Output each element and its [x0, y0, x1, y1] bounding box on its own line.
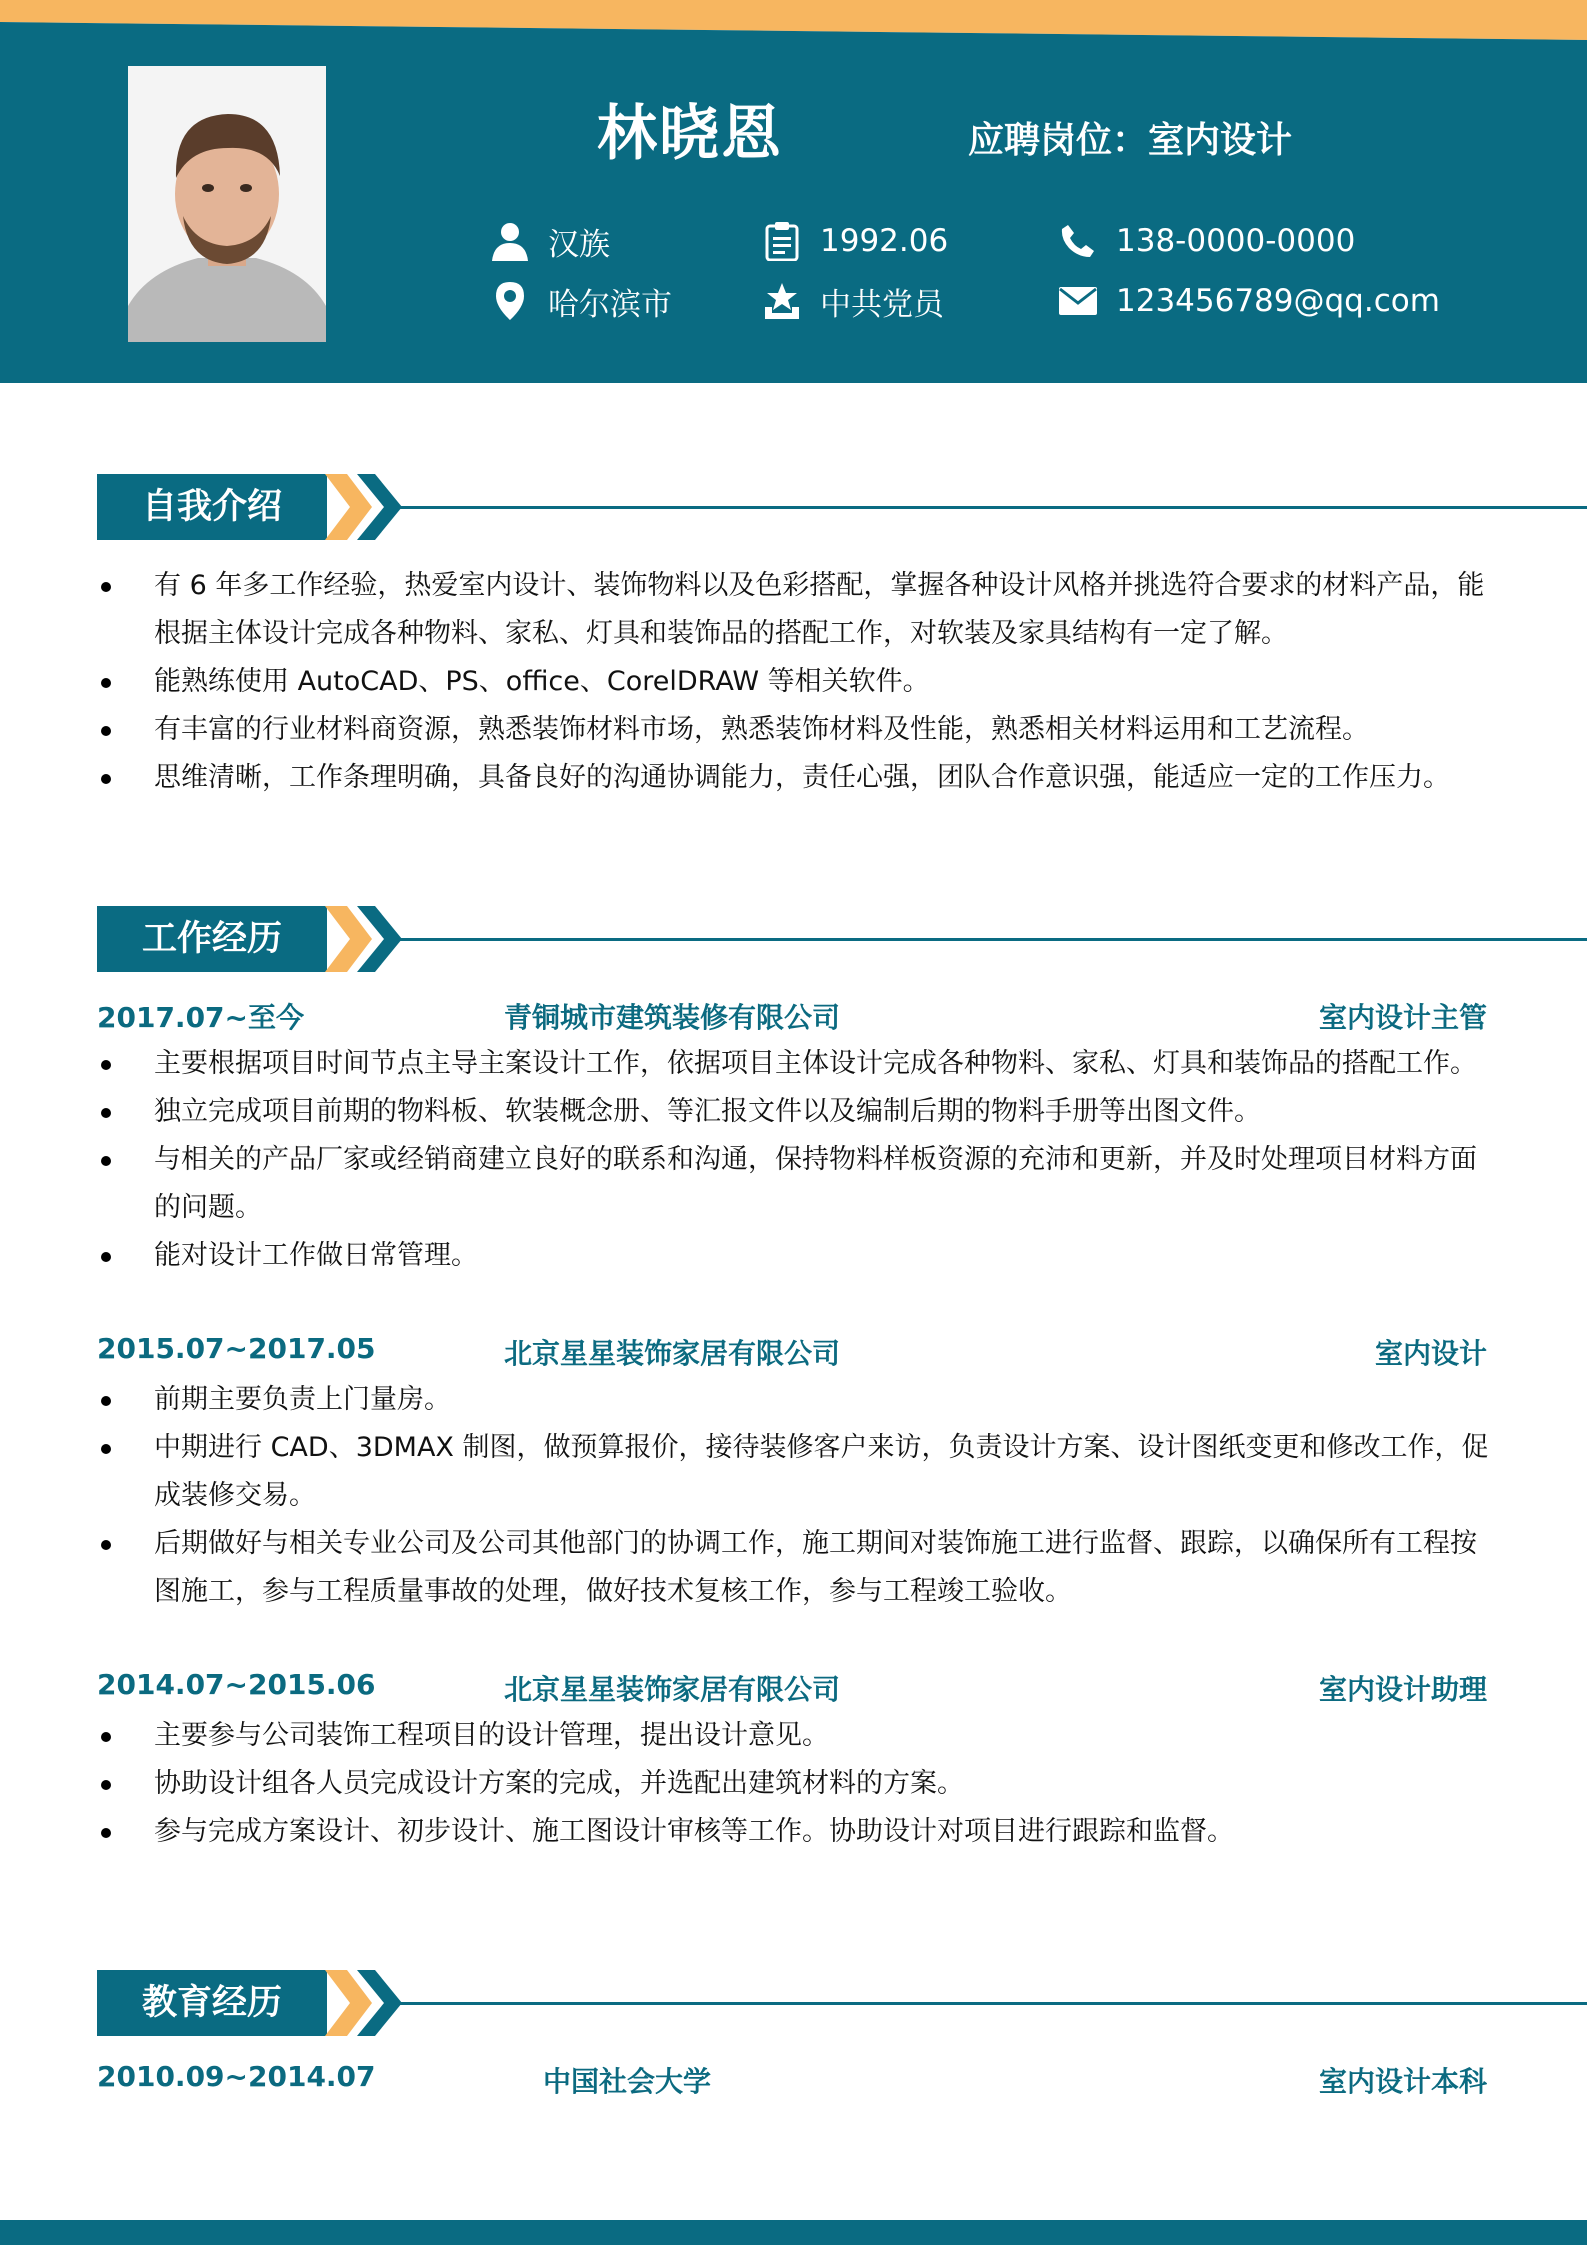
- job-role: 室内设计主管: [1318, 1001, 1487, 1034]
- list-item: 能熟练使用 AutoCAD、PS、office、CorelDRAW 等相关软件。: [97, 658, 1497, 706]
- job-row: [97, 1332, 1487, 1376]
- info-birthdate: [760, 218, 948, 264]
- section-divider: [397, 506, 1587, 509]
- job-company: 北京星星装饰家居有限公司: [503, 1673, 840, 1706]
- clipboard-icon: [760, 219, 804, 263]
- education-major: 室内设计本科: [1318, 2065, 1487, 2098]
- job-date: 2014.07~2015.06: [97, 1668, 376, 1701]
- section-title: 自我介绍: [141, 487, 282, 527]
- footer-bar: [0, 2220, 1587, 2245]
- birthdate-text: 1992.06: [820, 223, 949, 259]
- candidate-name: 林晓恩: [597, 99, 783, 169]
- location-pin-icon: [488, 279, 532, 323]
- section-title: 工作经历: [141, 919, 282, 959]
- info-ethnicity: [488, 218, 610, 264]
- education-row: [97, 2060, 1487, 2104]
- section-divider: [397, 938, 1587, 941]
- list-item: 与相关的产品厂家或经销商建立良好的联系和沟通，保持物料样板资源的充沛和更新，并及时处理项目材料方面的问题。: [97, 1136, 1497, 1232]
- list-item: 参与完成方案设计、初步设计、施工图设计审核等工作。协助设计对项目进行跟踪和监督。: [97, 1808, 1497, 1856]
- job-role: 室内设计助理: [1318, 1673, 1487, 1706]
- intro-list: [97, 562, 1497, 802]
- education-date: 2010.09~2014.07: [97, 2060, 376, 2093]
- job-row: [97, 996, 1487, 1040]
- list-item: 协助设计组各人员完成设计方案的完成，并选配出建筑材料的方案。: [97, 1760, 1497, 1808]
- section-heading-education: [97, 1970, 1497, 2036]
- job-duties-list: [97, 1712, 1497, 1856]
- job-duties-list: [97, 1040, 1497, 1280]
- envelope-icon: [1056, 279, 1100, 323]
- job-company: 北京星星装饰家居有限公司: [503, 1337, 840, 1370]
- job-duties-list: [97, 1376, 1497, 1616]
- list-item: 能对设计工作做日常管理。: [97, 1232, 1497, 1280]
- info-city: [488, 278, 672, 324]
- job-row: [97, 1668, 1487, 1712]
- section-title: 教育经历: [141, 1983, 282, 2023]
- profile-photo: [128, 66, 326, 342]
- list-item: 有丰富的行业材料商资源，熟悉装饰材料市场，熟悉装饰材料及性能，熟悉相关材料运用和工艺流程。: [97, 706, 1497, 754]
- list-item: 思维清晰，工作条理明确，具备良好的沟通协调能力，责任心强，团队合作意识强，能适应一定的工作压力。: [97, 754, 1497, 802]
- list-item: 主要根据项目时间节点主导主案设计工作，依据项目主体设计完成各种物料、家私、灯具和装饰品的搭配工作。: [97, 1040, 1497, 1088]
- info-email: [1056, 278, 1440, 324]
- section-divider: [397, 2002, 1587, 2005]
- phone-icon: [1056, 219, 1100, 263]
- education-school: 中国社会大学: [542, 2065, 711, 2098]
- list-item: 有 6 年多工作经验，热爱室内设计、装饰物料以及色彩搭配，掌握各种设计风格并挑选符合要求的材料产品，能根据主体设计完成各种物料、家私、灯具和装饰品的搭配工作，对软装及家具结构有一定了解。: [97, 562, 1497, 658]
- party-member-icon: [760, 279, 804, 323]
- job-company: 青铜城市建筑装修有限公司: [503, 1001, 840, 1034]
- phone-text: 138-0000-0000: [1116, 223, 1356, 259]
- list-item: 主要参与公司装饰工程项目的设计管理，提出设计意见。: [97, 1712, 1497, 1760]
- political-status-text: 中共党员: [820, 286, 944, 323]
- ethnicity-text: 汉族: [548, 226, 610, 263]
- job-date: 2015.07~2017.05: [97, 1332, 376, 1365]
- job-role: 室内设计: [1374, 1337, 1487, 1370]
- city-text: 哈尔滨市: [548, 286, 672, 323]
- person-icon: [488, 219, 532, 263]
- info-political-status: [760, 278, 944, 324]
- info-phone: [1056, 218, 1355, 264]
- list-item: 后期做好与相关专业公司及公司其他部门的协调工作，施工期间对装饰施工进行监督、跟踪，以确保所有工程按图施工，参与工程质量事故的处理，做好技术复核工作，参与工程竣工验收。: [97, 1520, 1497, 1616]
- section-heading-intro: [97, 474, 1497, 540]
- list-item: 独立完成项目前期的物料板、软装概念册、等汇报文件以及编制后期的物料手册等出图文件。: [97, 1088, 1497, 1136]
- email-text: 123456789@qq.com: [1116, 283, 1440, 319]
- job-target: 应聘岗位：室内设计: [968, 120, 1293, 161]
- list-item: 中期进行 CAD、3DMAX 制图，做预算报价，接待装修客户来访，负责设计方案、设计图纸变更和修改工作，促成装修交易。: [97, 1424, 1497, 1520]
- job-date: 2017.07~至今: [97, 1001, 304, 1034]
- list-item: 前期主要负责上门量房。: [97, 1376, 1497, 1424]
- section-heading-work: [97, 906, 1497, 972]
